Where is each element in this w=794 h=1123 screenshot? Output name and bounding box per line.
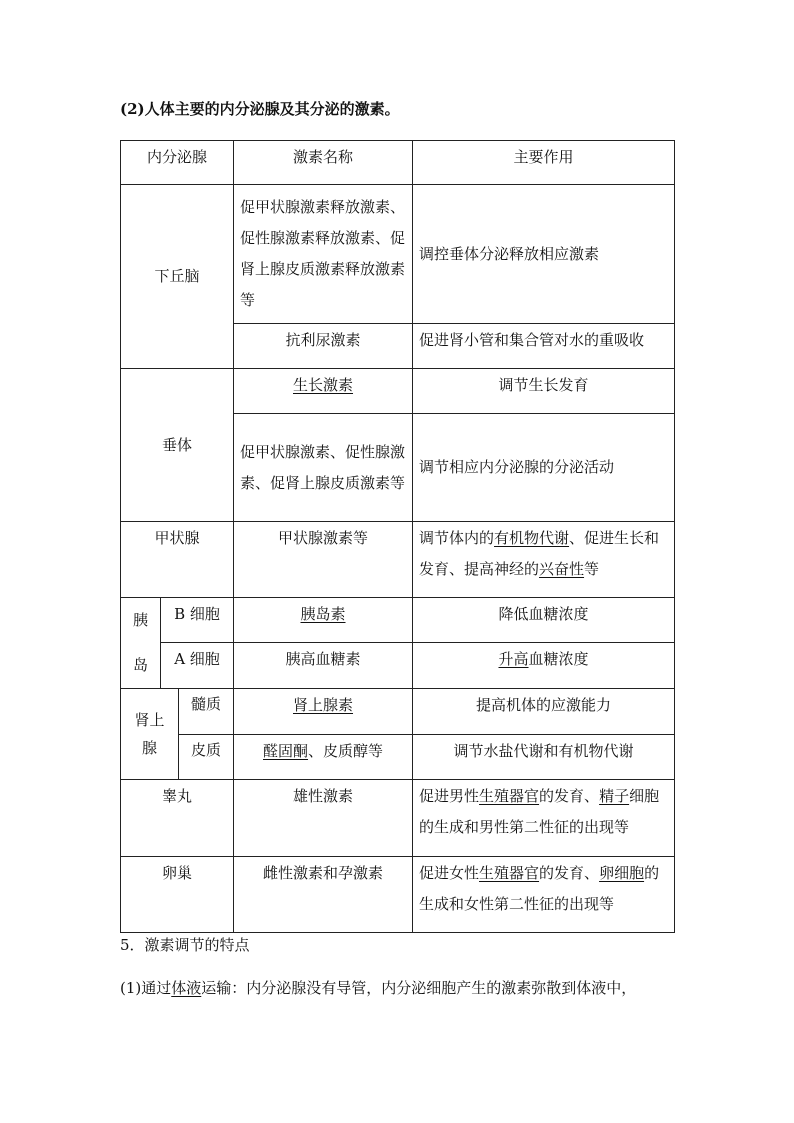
gland-thyroid: 甲状腺 [121, 522, 234, 598]
effect-cell: 调控垂体分泌释放相应激素 [413, 185, 675, 324]
gland-adrenal: 肾上 腺 [121, 689, 179, 779]
cell-type-a: A 细胞 [161, 643, 234, 689]
intro-text: (2)人体主要的内分泌腺及其分泌的激素。 [120, 100, 400, 118]
hormone-cell: 胰岛素 [234, 598, 413, 643]
table-row [121, 185, 675, 324]
table-row [121, 369, 675, 414]
hormone-cell: 促甲状腺激素、促性腺激素、促肾上腺皮质激素等 [234, 414, 413, 522]
gland-islet: 胰 岛 [121, 598, 161, 689]
paragraph-1: (1)通过体液运输：内分泌腺没有导管，内分泌细胞产生的激素弥散到体液中， [120, 979, 637, 997]
endocrine-table [120, 140, 675, 933]
hormone-cell: 雌性激素和孕激素 [234, 857, 413, 933]
growth-hormone-text: 生长激素 [293, 376, 354, 394]
effect-cell: 升高血糖浓度 [413, 643, 675, 689]
table-row [121, 643, 675, 689]
hormone-cell: 醛固酮、皮质醇等 [234, 734, 413, 780]
gland-pituitary: 垂体 [121, 369, 234, 522]
effect-cell: 调节相应内分泌腺的分泌活动 [413, 414, 675, 522]
section-heading: 5．激素调节的特点 [120, 936, 250, 954]
header-effect: 主要作用 [413, 141, 675, 185]
table-row [121, 857, 675, 933]
effect-cell: 调节体内的有机物代谢、促进生长和发育、提高神经的兴奋性等 [413, 522, 675, 598]
table-row [121, 598, 675, 643]
gland-testis: 睾丸 [121, 780, 234, 857]
table-row [121, 780, 675, 857]
hormone-cell: 抗利尿激素 [234, 324, 413, 369]
table-header-row [121, 141, 675, 185]
table-row [121, 522, 675, 598]
hormone-cell: 肾上腺素 [234, 689, 413, 735]
effect-cell: 促进肾小管和集合管对水的重吸收 [413, 324, 675, 369]
cell-type-b: B 细胞 [161, 598, 234, 643]
table-row [121, 689, 675, 735]
effect-cell: 促进男性生殖器官的发育、精子细胞的生成和男性第二性征的出现等 [413, 780, 675, 857]
adrenal-medulla: 髓质 [179, 689, 233, 735]
effect-cell: 调节生长发育 [413, 369, 675, 414]
gland-hypothalamus: 下丘脑 [121, 185, 234, 369]
effect-cell: 提高机体的应激能力 [413, 689, 675, 735]
header-hormone: 激素名称 [234, 141, 413, 185]
hormone-cell: 雄性激素 [234, 780, 413, 857]
hormone-cell: 促甲状腺激素释放激素、促性腺激素释放激素、促肾上腺皮质激素释放激素等 [234, 185, 413, 324]
effect-cell: 促进女性生殖器官的发育、卵细胞的生成和女性第二性征的出现等 [413, 857, 675, 933]
effect-cell: 调节水盐代谢和有机物代谢 [413, 734, 675, 780]
hormone-cell [234, 369, 413, 414]
hormone-cell: 胰高血糖素 [234, 643, 413, 689]
adrenal-cortex: 皮质 [191, 741, 222, 759]
header-gland: 内分泌腺 [121, 141, 234, 185]
hormone-cell: 甲状腺激素等 [234, 522, 413, 598]
effect-cell: 降低血糖浓度 [413, 598, 675, 643]
gland-ovary: 卵巢 [121, 857, 234, 933]
adrenal-group [121, 689, 234, 780]
